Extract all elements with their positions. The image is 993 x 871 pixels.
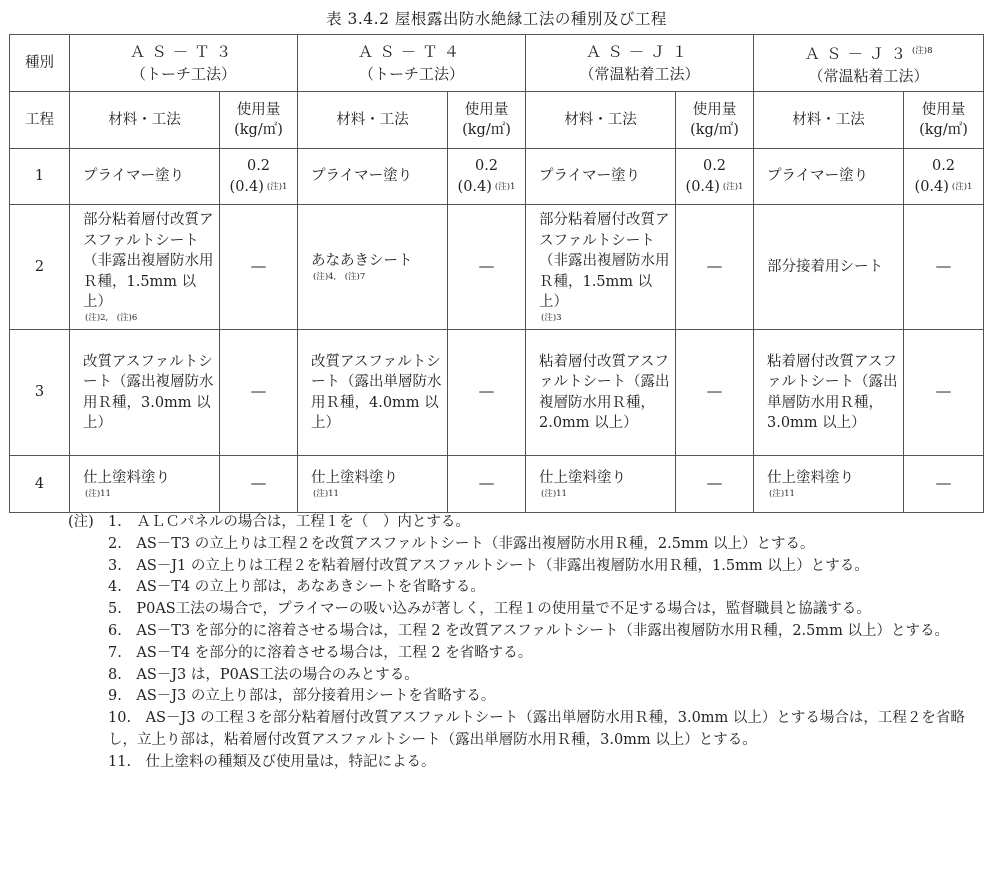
qty-label-line2: (kg/㎡) (690, 122, 739, 138)
material-cell (298, 205, 448, 330)
qty-cell: ― (676, 205, 754, 330)
spec-table (9, 34, 984, 513)
qty-label (220, 92, 298, 149)
note-number: 11. (108, 753, 132, 770)
qty-alt (676, 177, 753, 198)
note-number: 10. (108, 710, 132, 727)
material-note: (注)11 (85, 488, 111, 499)
kind-label: 種別 (10, 35, 70, 92)
note-text: AS－J1 の立上りは工程２を粘着層付改質アスファルトシート（非露出複層防水用Ｒ種，1.5mm 以上）とする。 (136, 557, 869, 574)
note-number: 5. (108, 601, 122, 618)
note-text: AS－T3 の立上りは工程２を改質アスファルトシート（非露出複層防水用Ｒ種，2.5mm 以上）とする。 (136, 535, 815, 552)
note-number: 4. (108, 579, 122, 596)
step-number: 1 (10, 149, 70, 205)
qty-cell (220, 149, 298, 205)
material-label: 材料・工法 (754, 92, 904, 149)
step-label: 工程 (10, 92, 70, 149)
material-text: 仕上塗料塗り (539, 470, 626, 487)
qty-alt-value: (0.4) (685, 178, 720, 195)
note-body (108, 708, 968, 752)
material-cell (754, 456, 904, 513)
qty-cell: ― (448, 456, 526, 513)
qty-value: 0.2 (702, 158, 727, 174)
material-text: 部分粘着層付改質アスファルトシート（非露出複層防水用Ｒ種，1.5mm 以上） (539, 212, 670, 311)
material-note: (注)2, (注)6 (85, 312, 138, 323)
qty-cell: ― (448, 330, 526, 456)
note-number: 8. (108, 666, 122, 683)
step-number: 3 (10, 330, 70, 456)
note-item (68, 752, 968, 774)
system-name: ＡＳ－Ｔ４ (357, 43, 466, 61)
material-label: 材料・工法 (298, 92, 448, 149)
qty-label-line1: 使用量 (464, 101, 509, 118)
material-cell (526, 456, 676, 513)
system-header-ast4 (298, 35, 526, 92)
note-body (108, 556, 968, 578)
note-number: 7. (108, 644, 122, 661)
qty-alt (220, 177, 297, 198)
system-name: ＡＳ－Ｊ３ (804, 44, 912, 63)
table-row (10, 205, 984, 330)
material-text: 部分接着用シート (767, 258, 883, 275)
note-number: 6. (108, 622, 122, 639)
table-row (10, 330, 984, 456)
qty-cell: ― (220, 205, 298, 330)
material-cell: プライマー塗り (70, 149, 220, 205)
qty-cell (676, 149, 754, 205)
material-cell: プライマー塗り (298, 149, 448, 205)
note-text: ＡＬＣパネルの場合は，工程１を（ ）内とする。 (136, 514, 470, 530)
system-header-asj3 (754, 35, 984, 92)
step-number: 4 (10, 456, 70, 513)
qty-label (676, 92, 754, 149)
notes-head: (注) (68, 514, 94, 530)
notes-section (68, 512, 968, 774)
table-title: 表 3.4.2 屋根露出防水絶縁工法の種別及び工程 (326, 10, 667, 28)
material-text: 部分粘着層付改質アスファルトシート（非露出複層防水用Ｒ種，1.5mm 以上） (83, 212, 214, 311)
note-item (68, 599, 968, 621)
note-body (108, 577, 968, 599)
qty-label (448, 92, 526, 149)
qty-cell: ― (676, 330, 754, 456)
material-cell: 粘着層付改質アスファルトシート（露出単層防水用Ｒ種，3.0mm 以上） (754, 330, 904, 456)
note-body (108, 512, 968, 534)
note-item (68, 708, 968, 752)
note-text: AS－J3 の立上り部は，部分接着用シートを省略する。 (136, 688, 496, 705)
note-item (68, 643, 968, 665)
qty-value: 0.2 (246, 158, 271, 174)
material-cell (70, 205, 220, 330)
qty-cell: ― (220, 330, 298, 456)
system-note: (注)8 (911, 45, 933, 56)
note-text: P0AS工法の場合で，プライマーの吸い込みが著しく，工程１の使用量で不足する場合は，監督職員と協議する。 (136, 601, 871, 618)
qty-note: (注)1 (266, 181, 288, 192)
qty-cell: ― (448, 205, 526, 330)
note-text: AS－J3 は，P0AS工法の場合のみとする。 (136, 666, 419, 683)
system-method: （トーチ工法） (130, 65, 236, 83)
qty-label-line1: 使用量 (692, 101, 737, 118)
qty-label-line2: (kg/㎡) (919, 122, 968, 138)
qty-cell: ― (904, 205, 984, 330)
note-item (68, 686, 968, 708)
material-text: あなあきシート (311, 253, 413, 270)
note-body (108, 665, 968, 687)
note-text: AS－J3 の工程３を部分粘着層付改質アスファルトシート（露出単層防水用Ｒ種，3.0mm 以上）とする場合は，工程２を省略し，立上り部は，粘着層付改質アスファルトシート（露出単層防水用Ｒ種，3.0mm 以上）とする。 (108, 710, 965, 748)
step-number: 2 (10, 205, 70, 330)
qty-cell: ― (676, 456, 754, 513)
note-item (68, 534, 968, 556)
material-cell (754, 205, 904, 330)
material-cell: プライマー塗り (526, 149, 676, 205)
column-header-row (10, 92, 984, 149)
note-number: 1. (108, 514, 122, 530)
qty-alt-value: (0.4) (229, 178, 264, 195)
qty-note: (注)1 (494, 181, 516, 192)
qty-note: (注)1 (951, 181, 973, 192)
system-name: ＡＳ－Ｊ１ (585, 43, 694, 61)
note-text: AS－T3 を部分的に溶着させる場合は，工程 2 を改質アスファルトシート（非露出複層防水用Ｒ種，2.5mm 以上）とする。 (136, 622, 949, 639)
material-cell (70, 456, 220, 513)
material-note: (注)11 (313, 488, 339, 499)
qty-alt (904, 177, 983, 198)
note-item (68, 665, 968, 687)
qty-cell: ― (904, 330, 984, 456)
note-body (108, 621, 968, 643)
qty-label-line2: (kg/㎡) (462, 122, 511, 138)
system-header-asj1 (526, 35, 754, 92)
qty-cell (904, 149, 984, 205)
note-item (68, 621, 968, 643)
note-body (108, 752, 968, 774)
qty-label-line2: (kg/㎡) (234, 122, 283, 138)
system-header-ast3 (70, 35, 298, 92)
note-body (108, 534, 968, 556)
note-text: AS－T4 を部分的に溶着させる場合は，工程 2 を省略する。 (136, 644, 533, 661)
note-item (68, 556, 968, 578)
table-row (10, 456, 984, 513)
qty-cell: ― (904, 456, 984, 513)
material-note: (注)11 (769, 488, 795, 499)
note-body (108, 686, 968, 708)
material-cell: プライマー塗り (754, 149, 904, 205)
material-text: 仕上塗料塗り (311, 470, 398, 487)
material-label: 材料・工法 (70, 92, 220, 149)
system-name-with-note (754, 40, 983, 65)
qty-value: 0.2 (474, 158, 499, 174)
qty-note: (注)1 (722, 181, 744, 192)
material-cell: 改質アスファルトシート（露出単層防水用Ｒ種，4.0mm 以上） (298, 330, 448, 456)
note-text: 仕上塗料の種類及び使用量は，特記による。 (145, 753, 436, 770)
note-number: 9. (108, 688, 122, 705)
qty-alt-value: (0.4) (914, 178, 949, 195)
system-method: （常温粘着工法） (579, 65, 700, 83)
qty-alt-value: (0.4) (457, 178, 492, 195)
qty-value: 0.2 (931, 158, 956, 174)
note-number: 2. (108, 535, 122, 552)
note-item (68, 512, 968, 534)
system-method: （トーチ工法） (358, 65, 464, 83)
system-method: （常温粘着工法） (808, 66, 929, 85)
material-text: 仕上塗料塗り (83, 470, 170, 487)
qty-label-line1: 使用量 (236, 101, 281, 118)
note-item (68, 577, 968, 599)
qty-label (904, 92, 984, 149)
material-cell: 粘着層付改質アスファルトシート（露出複層防水用Ｒ種，2.0mm 以上） (526, 330, 676, 456)
qty-alt (448, 177, 525, 198)
material-cell (526, 205, 676, 330)
note-number: 3. (108, 557, 122, 574)
qty-cell (448, 149, 526, 205)
material-note: (注)4, (注)7 (313, 271, 366, 282)
system-header-row (10, 35, 984, 92)
note-text: AS－T4 の立上り部は，あなあきシートを省略する。 (136, 579, 485, 596)
system-name: ＡＳ－Ｔ３ (129, 43, 238, 61)
material-cell: 改質アスファルトシート（露出複層防水用Ｒ種，3.0mm 以上） (70, 330, 220, 456)
note-body (108, 643, 968, 665)
qty-cell: ― (220, 456, 298, 513)
material-note: (注)11 (541, 488, 567, 499)
note-body (108, 599, 968, 621)
material-note: (注)3 (541, 312, 562, 323)
material-text: 仕上塗料塗り (767, 470, 854, 487)
material-label: 材料・工法 (526, 92, 676, 149)
qty-label-line1: 使用量 (921, 101, 966, 118)
table-row (10, 149, 984, 205)
material-cell (298, 456, 448, 513)
